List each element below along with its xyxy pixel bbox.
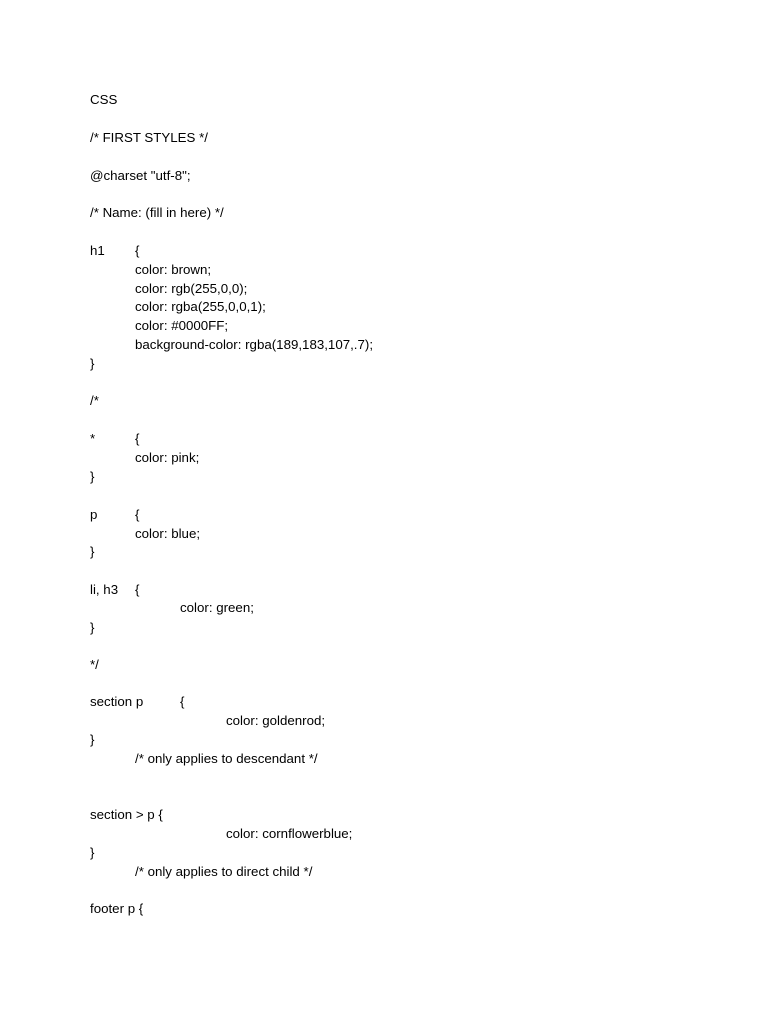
h1-color-hex: color: #0000FF; [135, 318, 229, 333]
h1-close-brace: } [90, 356, 95, 371]
section-p-note: /* only applies to descendant */ [135, 751, 318, 766]
footer-p-selector: footer p { [90, 901, 144, 916]
section-p-selector: section p [90, 694, 144, 709]
li-h3-color-green: color: green; [180, 600, 254, 615]
p-color-blue: color: blue; [135, 526, 201, 541]
h1-open-brace: { [135, 243, 140, 258]
comment-close: */ [90, 657, 99, 672]
h1-selector: h1 [90, 243, 105, 258]
li-h3-selector: li, h3 [90, 582, 119, 597]
li-h3-close-brace: } [90, 620, 95, 635]
li-h3-open-brace: { [135, 582, 140, 597]
section-p-open-brace: { [180, 694, 185, 709]
charset-line: @charset "utf-8"; [90, 168, 191, 183]
h1-color-rgb: color: rgb(255,0,0); [135, 281, 248, 296]
h1-color-brown: color: brown; [135, 262, 212, 277]
section-child-selector: section > p { [90, 807, 163, 822]
p-open-brace: { [135, 507, 140, 522]
section-child-color-cornflowerblue: color: cornflowerblue; [226, 826, 353, 841]
section-child-note: /* only applies to direct child */ [135, 864, 313, 879]
comment-open: /* [90, 393, 99, 408]
section-child-close-brace: } [90, 845, 95, 860]
comment-name: /* Name: (fill in here) */ [90, 205, 224, 220]
star-open-brace: { [135, 431, 140, 446]
star-color-pink: color: pink; [135, 450, 200, 465]
p-selector: p [90, 507, 98, 522]
section-p-color-goldenrod: color: goldenrod; [226, 713, 326, 728]
h1-color-rgba: color: rgba(255,0,0,1); [135, 299, 266, 314]
h1-background-color: background-color: rgba(189,183,107,.7); [135, 337, 374, 352]
section-p-close-brace: } [90, 732, 95, 747]
document-title: CSS [90, 92, 118, 107]
p-close-brace: } [90, 544, 95, 559]
star-selector: * [90, 431, 96, 446]
comment-first-styles: /* FIRST STYLES */ [90, 130, 208, 145]
star-close-brace: } [90, 469, 95, 484]
